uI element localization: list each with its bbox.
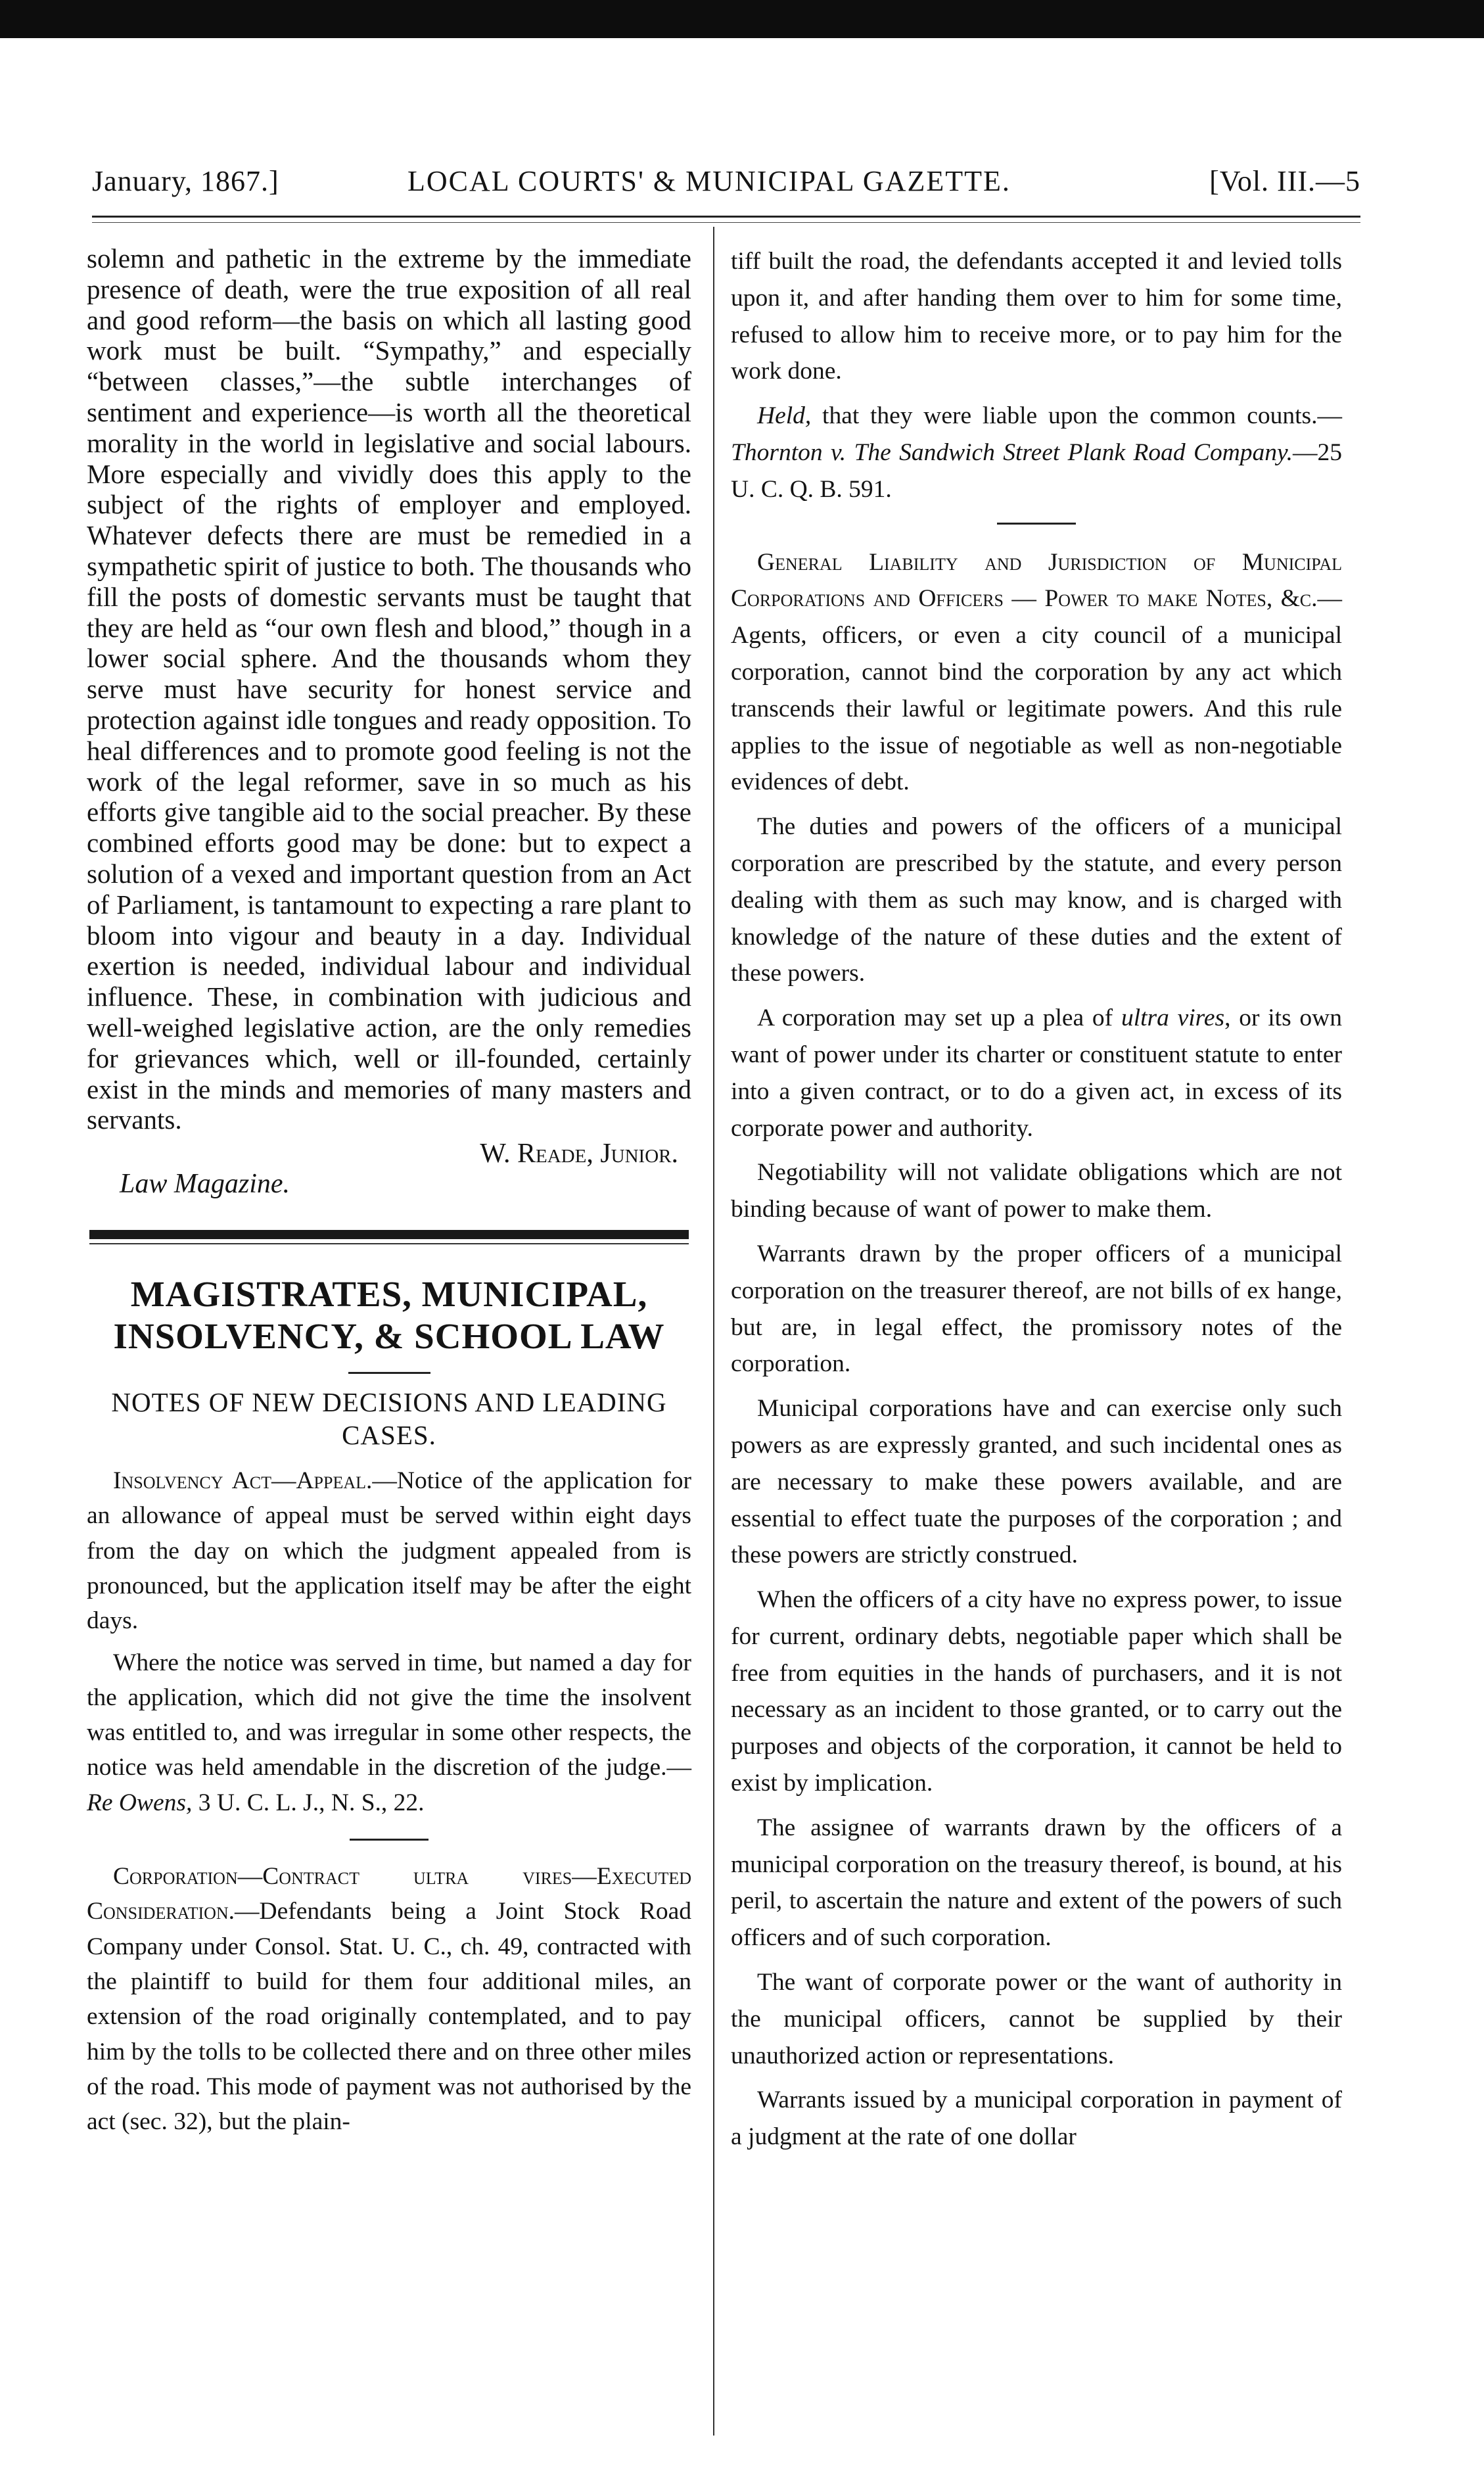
section-title: MAGISTRATES, MUNICIPAL, INSOLVENCY, & SCHOOL LAW	[113, 1274, 665, 1357]
case-text: —Defendants being a Joint Stock Road Company under Consol. Stat. U. C., ch. 49, contracted with the plaintiff to build for them four additional miles, an extension of the road originally contemplated, and to pay him by the tolls to be collected there and on three other miles of the road. This mode of payment was not authorised by the act (sec. 32), but the plain-	[87, 1898, 691, 2136]
header-volume: [Vol. III.—5	[1209, 165, 1360, 197]
case-paragraph	[87, 1463, 691, 1638]
held-text: that they were liable upon the common counts.—	[811, 402, 1342, 430]
column-divider	[713, 227, 714, 2436]
case-paragraph: Municipal corporations have and can exercise only such powers as are expressly granted, and such incidental ones as are necessary to make these powers available, and are essential to effect tuate the purposes of the corporation ; and these powers are strictly construed.	[731, 1395, 1342, 1569]
case-text: —Agents, officers, or even a city council of a municipal corporation, cannot bind the corporation by any act which transcends their lawful or legitimate powers. And this rule applies to the issue of negotiable as well as non-negotiable evidences of debt.	[731, 585, 1342, 796]
case-separator	[997, 523, 1076, 525]
case-paragraph	[731, 544, 1342, 801]
author-signature: W. Reade, Junior.	[480, 1139, 678, 1169]
header-title: LOCAL COURTS' & MUNICIPAL GAZETTE.	[407, 165, 1011, 197]
case-separator	[350, 1839, 429, 1841]
case-paragraph	[87, 1859, 691, 2139]
article-paragraph: solemn and pathetic in the extreme by the immediate presence of death, were the true exposition of all real and good reform—the basis on which all lasting good work must be built. “Sympathy,” and especially “between classes,”—the subtle interchanges of sentiment and experience—is worth all the theoretical morality in the world in legislative and social labours. More especially and vividly does this apply to the subject of the rights of employer and employed. Whatever defects there are must be remedied in a sympathetic spirit of justice to both. The thousands who fill the posts of domestic servants must be taught that they are held as “our own flesh and blood,” though in a lower social sphere. And the thousands whom they serve must have security for honest service and protection against idle tongues and ready opposition. To heal differences and to promote good feeling is not the work of the legal reformer, save in so much as his efforts give tangible aid to the social preacher. By these combined efforts good may be done: but to expect a solution of a vexed and important question from an Act of Parliament, is tantamount to expecting a rare plant to bloom into vigour and beauty in a day. Individual exertion is needed, individual labour and individual influence. These, in combination with judicious and well-weighed legislative action, are the only remedies for grievances which, well or ill-founded, certainly exist in the minds and memories of many masters and servants.	[87, 243, 691, 1135]
case-text: Where the notice was served in time, but named a day for the application, which did not give the time the insolvent was entitled to, and was irregular in some other respects, the notice was held amendable in the discretion of the judge.	[87, 1649, 691, 1781]
case-text: , or its own want of power under its charter or constituent statute to enter into a given contract, or to do a given act, in excess of its corporate power and authority.	[731, 1004, 1342, 1142]
case-citation: 3 U. C. L. J., N. S., 22.	[192, 1789, 425, 1816]
left-column	[87, 243, 691, 2139]
case-text: —Notice of the application for an allowance of appeal must be served within eight days from the day on which the judgment appealed from is pronounced, but the application itself may be after the eight days.	[87, 1467, 692, 1635]
case-heading: Insolvency Act—Appeal.	[113, 1467, 373, 1495]
case-paragraph: The want of corporate power or the want of authority in the municipal officers, cannot be supplied by their unauthorized action or representations.	[731, 1969, 1342, 2069]
ultra-vires-term: ultra vires	[1121, 1004, 1225, 1032]
title-rule	[348, 1372, 430, 1374]
source-name: Law Magazine.	[120, 1169, 290, 1200]
header-rule-thin	[92, 222, 1360, 223]
case-paragraph: Where the notice was served in time, but named a day for the application, which did not give the time the insolvent was entitled to, and was irregular in some other respects, the notice was held amendable in the discretion of the judge.—Re Owens, 3 U. C. L. J., N. S., 22.	[87, 1649, 691, 1816]
scan-top-border	[0, 0, 1484, 38]
case-citation-name: Re Owens,	[87, 1789, 193, 1816]
header-date: January, 1867.]	[92, 165, 279, 197]
case-paragraph: Warrants issued by a municipal corporation in payment of a judgment at the rate of one dollar	[731, 2086, 1342, 2151]
case-paragraph: The assignee of warrants drawn by the officers of a municipal corporation on the treasury thereof, is bound, at his peril, to ascertain the nature and extent of the powers of such officers and of such corporation.	[731, 1814, 1342, 1952]
page-header	[92, 164, 1360, 210]
signature-block	[87, 1135, 691, 1201]
section-rule-thick	[89, 1230, 689, 1239]
case-heading: Corporation—Contract ultra vires—Executed Consideration.	[87, 1863, 691, 1925]
case-paragraph: The duties and powers of the officers of a municipal corporation are prescribed by the statute, and every person dealing with them as such may know, and is charged with knowledge of the nature of these duties and the extent of these powers.	[731, 813, 1342, 987]
held-word: Held,	[757, 402, 812, 430]
case-heading: General Liability and Jurisdiction of Municipal Corporations and Officers — Power to make Notes, &c.	[731, 548, 1342, 613]
subheading: NOTES OF NEW DECISIONS AND LEADING CASES.	[111, 1387, 667, 1451]
case-holding	[731, 398, 1342, 507]
case-paragraph	[731, 1000, 1342, 1146]
header-rule	[92, 216, 1360, 218]
right-column	[731, 243, 1342, 2155]
section-rule-thin	[89, 1243, 689, 1244]
case-continuation: tiff built the road, the defendants accepted it and levied tolls upon it, and after handing them over to him for some time, refused to allow him to receive more, or to pay him for the work done.	[731, 248, 1342, 385]
case-paragraph: When the officers of a city have no express power, to issue for current, ordinary debts, negotiable paper which shall be free from equities in the hands of purchasers, and it is not necessary as an incident to those granted, or to carry out the purposes and objects of the corporation, it cannot be held to exist by implication.	[731, 1586, 1342, 1797]
case-paragraph: Warrants drawn by the proper officers of a municipal corporation on the treasurer thereof, are not bills of ex hange, but are, in legal effect, the promissory notes of the corporation.	[731, 1240, 1342, 1378]
held-case-name: Thornton v. The Sandwich Street Plank Road Company.	[731, 438, 1293, 466]
case-text: A corporation may set up a plea of	[757, 1004, 1121, 1032]
held-citation: —25 U. C. Q. B. 591.	[731, 438, 1342, 503]
case-paragraph: Negotiability will not validate obligations which are not binding because of want of power to make them.	[731, 1159, 1342, 1223]
